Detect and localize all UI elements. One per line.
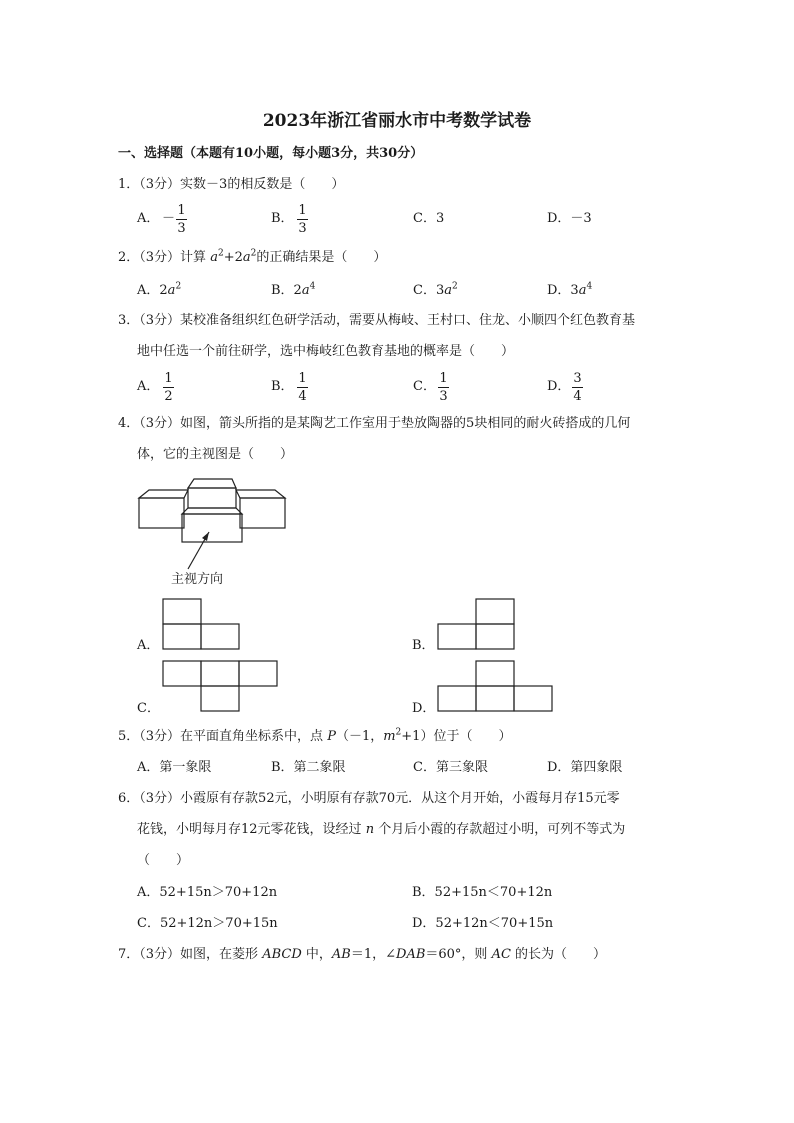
q1-option-c[interactable]: C．3 — [413, 211, 445, 226]
q2-option-d[interactable]: D．$3a^4$ — [547, 281, 593, 298]
question-6-line-1: 6．（3分）小霞原有存款52元，小明原有存款70元．从这个月开始，小霞每月存15元零 — [118, 791, 620, 806]
top-brick-front — [188, 488, 236, 508]
square — [438, 624, 476, 649]
square — [201, 686, 239, 711]
q1-option-d[interactable]: D．－3 — [547, 211, 592, 226]
square — [476, 624, 514, 649]
q4-option-c-label[interactable]: C． — [137, 701, 160, 716]
question-2-stem: 2．（3分）计算 $a^2+2a^2$的正确结果是（ ） — [118, 248, 387, 265]
left-brick-top — [139, 490, 188, 498]
q6-option-c[interactable]: C．52+12n＞70+15n — [137, 916, 278, 931]
figure-label: 主视方向 — [171, 572, 224, 587]
question-6-line-3: （ ） — [137, 853, 190, 868]
square — [514, 686, 552, 711]
q1-option-a-fraction — [176, 203, 187, 236]
square — [201, 624, 239, 649]
q2-option-a[interactable]: A．$2a^2$ — [137, 281, 182, 298]
q5-option-b[interactable]: B．第二象限 — [271, 760, 346, 775]
q3-option-d-fraction: 3 4 — [573, 371, 582, 404]
q6-option-b[interactable]: B．52+15n＜70+12n — [412, 885, 553, 900]
q4-option-d-label[interactable]: D． — [412, 701, 436, 716]
question-3-line-1: 3．（3分）某校准备组织红色研学活动，需要从梅岐、王村口、住龙、小顺四个红色教育基 — [118, 313, 636, 328]
question-4-line-2: 体，它的主视图是（ ） — [137, 447, 294, 462]
q6-option-a[interactable]: A．52+15n＞70+12n — [137, 885, 278, 900]
q1-option-b-fraction — [297, 203, 308, 236]
q3-option-c-label[interactable]: C． — [413, 379, 436, 394]
q5-option-d[interactable]: D．第四象限 — [547, 760, 623, 775]
right-brick-front — [240, 498, 285, 528]
square — [438, 686, 476, 711]
q4-option-b-figure[interactable] — [437, 598, 517, 650]
q3-option-b-label[interactable]: B． — [271, 379, 294, 394]
q4-option-b-label[interactable]: B． — [412, 638, 435, 653]
denominator: 3 — [177, 221, 186, 236]
question-6-line-2: 花钱，小明每月存12元零花钱，设经过 n 个月后小霞的存款超过小明，可列不等式为 — [137, 822, 626, 837]
section-heading: 一、选择题（本题有10小题，每小题3分，共30分） — [118, 146, 424, 161]
square — [163, 599, 201, 624]
left-brick-front — [139, 498, 184, 528]
q5-option-a[interactable]: A．第一象限 — [137, 760, 212, 775]
question-3-line-2: 地中任选一个前往研学，选中梅岐红色教育基地的概率是（ ） — [137, 344, 515, 359]
numerator: 1 — [298, 203, 307, 218]
right-brick-top — [236, 490, 285, 498]
question-5-stem: 5．（3分）在平面直角坐标系中，点 P（－1，$m^2+1$）位于（ ） — [118, 727, 512, 744]
q3-option-b-fraction: 1 4 — [298, 371, 307, 404]
q3-option-a-fraction: 1 2 — [164, 371, 173, 404]
square — [201, 661, 239, 686]
square — [163, 661, 201, 686]
q4-option-a-figure[interactable] — [162, 598, 242, 650]
square — [163, 624, 201, 649]
front-brick-top — [182, 508, 242, 514]
q1-option-a-label[interactable]: A． — [137, 211, 160, 226]
arrow-head — [202, 532, 209, 541]
q6-option-d[interactable]: D．52+12n＜70+15n — [412, 916, 554, 931]
q4-option-d-figure[interactable] — [437, 660, 555, 712]
q1-option-a-sign: － — [162, 211, 176, 226]
question-4-line-1: 4．（3分）如图，箭头所指的是某陶艺工作室用于垫放陶器的5块相同的耐火砖搭成的几何 — [118, 416, 631, 431]
q4-option-a-label[interactable]: A． — [137, 638, 160, 653]
q3-option-c-fraction: 1 3 — [439, 371, 448, 404]
q3-option-d-label[interactable]: D． — [547, 379, 571, 394]
q2-option-c[interactable]: C．$3a^2$ — [413, 281, 458, 298]
denominator: 3 — [298, 221, 307, 236]
q4-option-c-figure[interactable] — [162, 660, 280, 712]
front-brick-front — [182, 514, 242, 542]
square — [476, 661, 514, 686]
numerator: 1 — [177, 203, 186, 218]
square — [239, 661, 277, 686]
q1-option-b-label[interactable]: B． — [271, 211, 294, 226]
q5-option-c[interactable]: C．第三象限 — [413, 760, 488, 775]
square — [476, 686, 514, 711]
page-title: 2023年浙江省丽水市中考数学试卷 — [262, 111, 532, 131]
top-brick-top — [188, 479, 236, 488]
q2-option-b[interactable]: B．$2a^4$ — [271, 281, 316, 298]
question-1-stem: 1．（3分）实数－3的相反数是（ ） — [118, 177, 345, 192]
square — [476, 599, 514, 624]
q3-option-a-label[interactable]: A． — [137, 379, 160, 394]
brick-figure — [136, 476, 288, 574]
question-7-stem: 7．（3分）如图，在菱形 ABCD 中，AB＝1，∠DAB＝60°，则 AC 的长为（ ） — [118, 947, 607, 962]
